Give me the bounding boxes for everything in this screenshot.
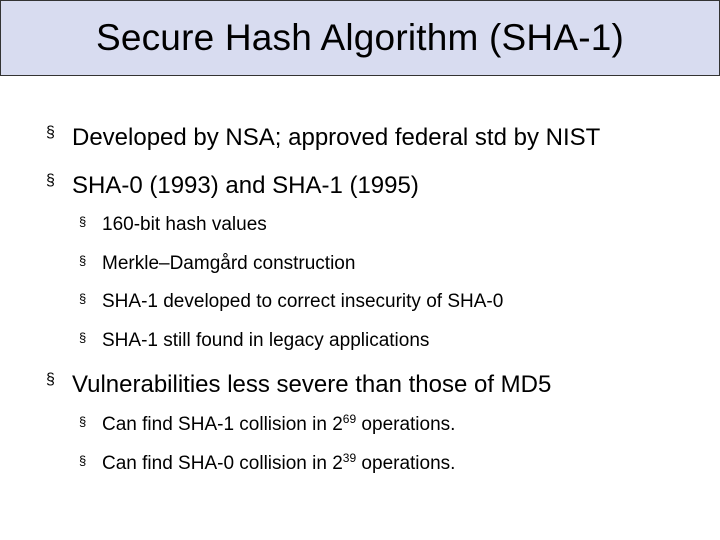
slide-title: Secure Hash Algorithm (SHA-1) [95,17,625,58]
sub-bullet-marker-icon: § [79,453,87,468]
collision-text-prefix: Can find SHA-1 collision in 2 [102,414,343,435]
bullet-text: Vulnerabilities less severe than those of MD5 [72,371,552,398]
bullet-marker-icon: § [46,124,55,141]
bullet-marker-icon: § [46,172,55,189]
bullet-text: SHA-0 (1993) and SHA-1 (1995) [72,172,419,199]
sub-bullet-marker-icon: § [79,214,87,229]
sub-bullet-text: SHA-1 developed to correct insecurity of SHA-0 [102,291,504,312]
collision-text-suffix: operations. [356,414,456,435]
sub-bullet-text [102,414,455,436]
exponent: 39 [342,451,357,465]
bullet-marker-icon: § [46,371,55,388]
sub-bullet-marker-icon: § [79,414,87,429]
bullet-text: Developed by NSA; approved federal std by NIST [72,124,601,151]
sub-bullet-text: SHA-1 still found in legacy applications [102,330,430,351]
collision-text-suffix: operations. [356,453,456,474]
sub-bullet-marker-icon: § [79,291,87,306]
title-bar [0,0,720,76]
sub-bullet-marker-icon: § [79,253,87,268]
sub-bullet-marker-icon: § [79,330,87,345]
collision-text-prefix: Can find SHA-0 collision in 2 [102,453,343,474]
sub-bullet-text: 160-bit hash values [102,214,267,235]
sub-bullet-text [102,453,455,475]
exponent: 69 [342,412,357,426]
sub-bullet-text: Merkle–Damgård construction [102,253,356,274]
